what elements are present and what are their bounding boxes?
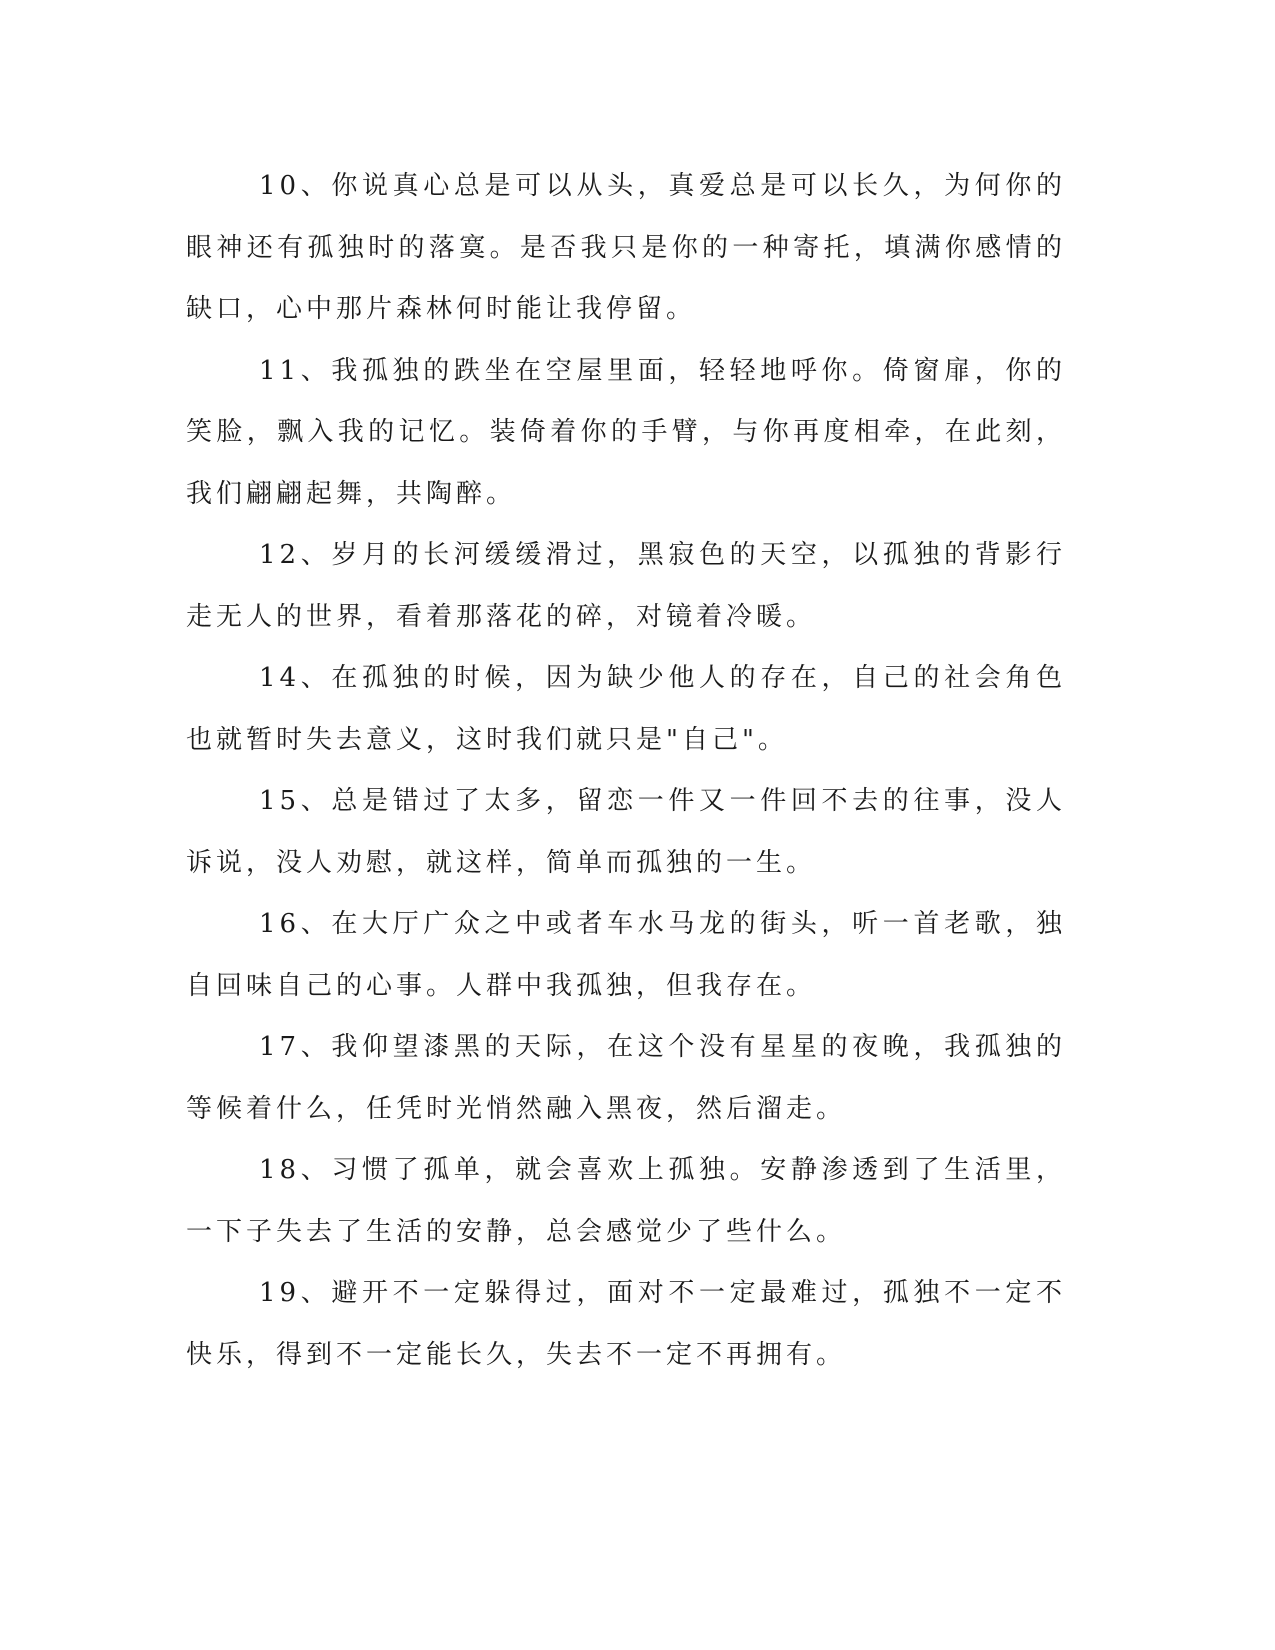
paragraph-11: 11、我孤独的跌坐在空屋里面，轻轻地呼你。倚窗扉，你的笑脸，飘入我的记忆。装倚着你的手臂，与你再度相牵，在此刻，我们翩翩起舞，共陶醉。	[186, 355, 1066, 509]
paragraph-17: 17、我仰望漆黑的天际，在这个没有星星的夜晚，我孤独的等候着什么，任凭时光悄然融入黑夜，然后溜走。	[186, 1032, 1066, 1124]
paragraph-14: 14、在孤独的时候，因为缺少他人的存在，自己的社会角色也就暂时失去意义，这时我们就只是"自己"。	[186, 663, 1066, 755]
document-body	[186, 156, 1066, 1386]
paragraph-10: 10、你说真心总是可以从头，真爱总是可以长久，为何你的眼神还有孤独时的落寞。是否我只是你的一种寄托，填满你感情的缺口，心中那片森林何时能让我停留。	[186, 171, 1066, 324]
paragraph-15: 15、总是错过了太多，留恋一件又一件回不去的往事，没人诉说，没人劝慰，就这样，简单而孤独的一生。	[186, 786, 1066, 878]
paragraph-16: 16、在大厅广众之中或者车水马龙的街头，听一首老歌，独自回味自己的心事。人群中我孤独，但我存在。	[186, 909, 1066, 1001]
paragraph-18: 18、习惯了孤单，就会喜欢上孤独。安静渗透到了生活里，一下子失去了生活的安静，总会感觉少了些什么。	[186, 1155, 1066, 1247]
paragraph-12: 12、岁月的长河缓缓滑过，黑寂色的天空，以孤独的背影行走无人的世界，看着那落花的碎，对镜着冷暖。	[186, 540, 1066, 632]
paragraph-19: 19、避开不一定躲得过，面对不一定最难过，孤独不一定不快乐，得到不一定能长久，失去不一定不再拥有。	[186, 1278, 1066, 1370]
